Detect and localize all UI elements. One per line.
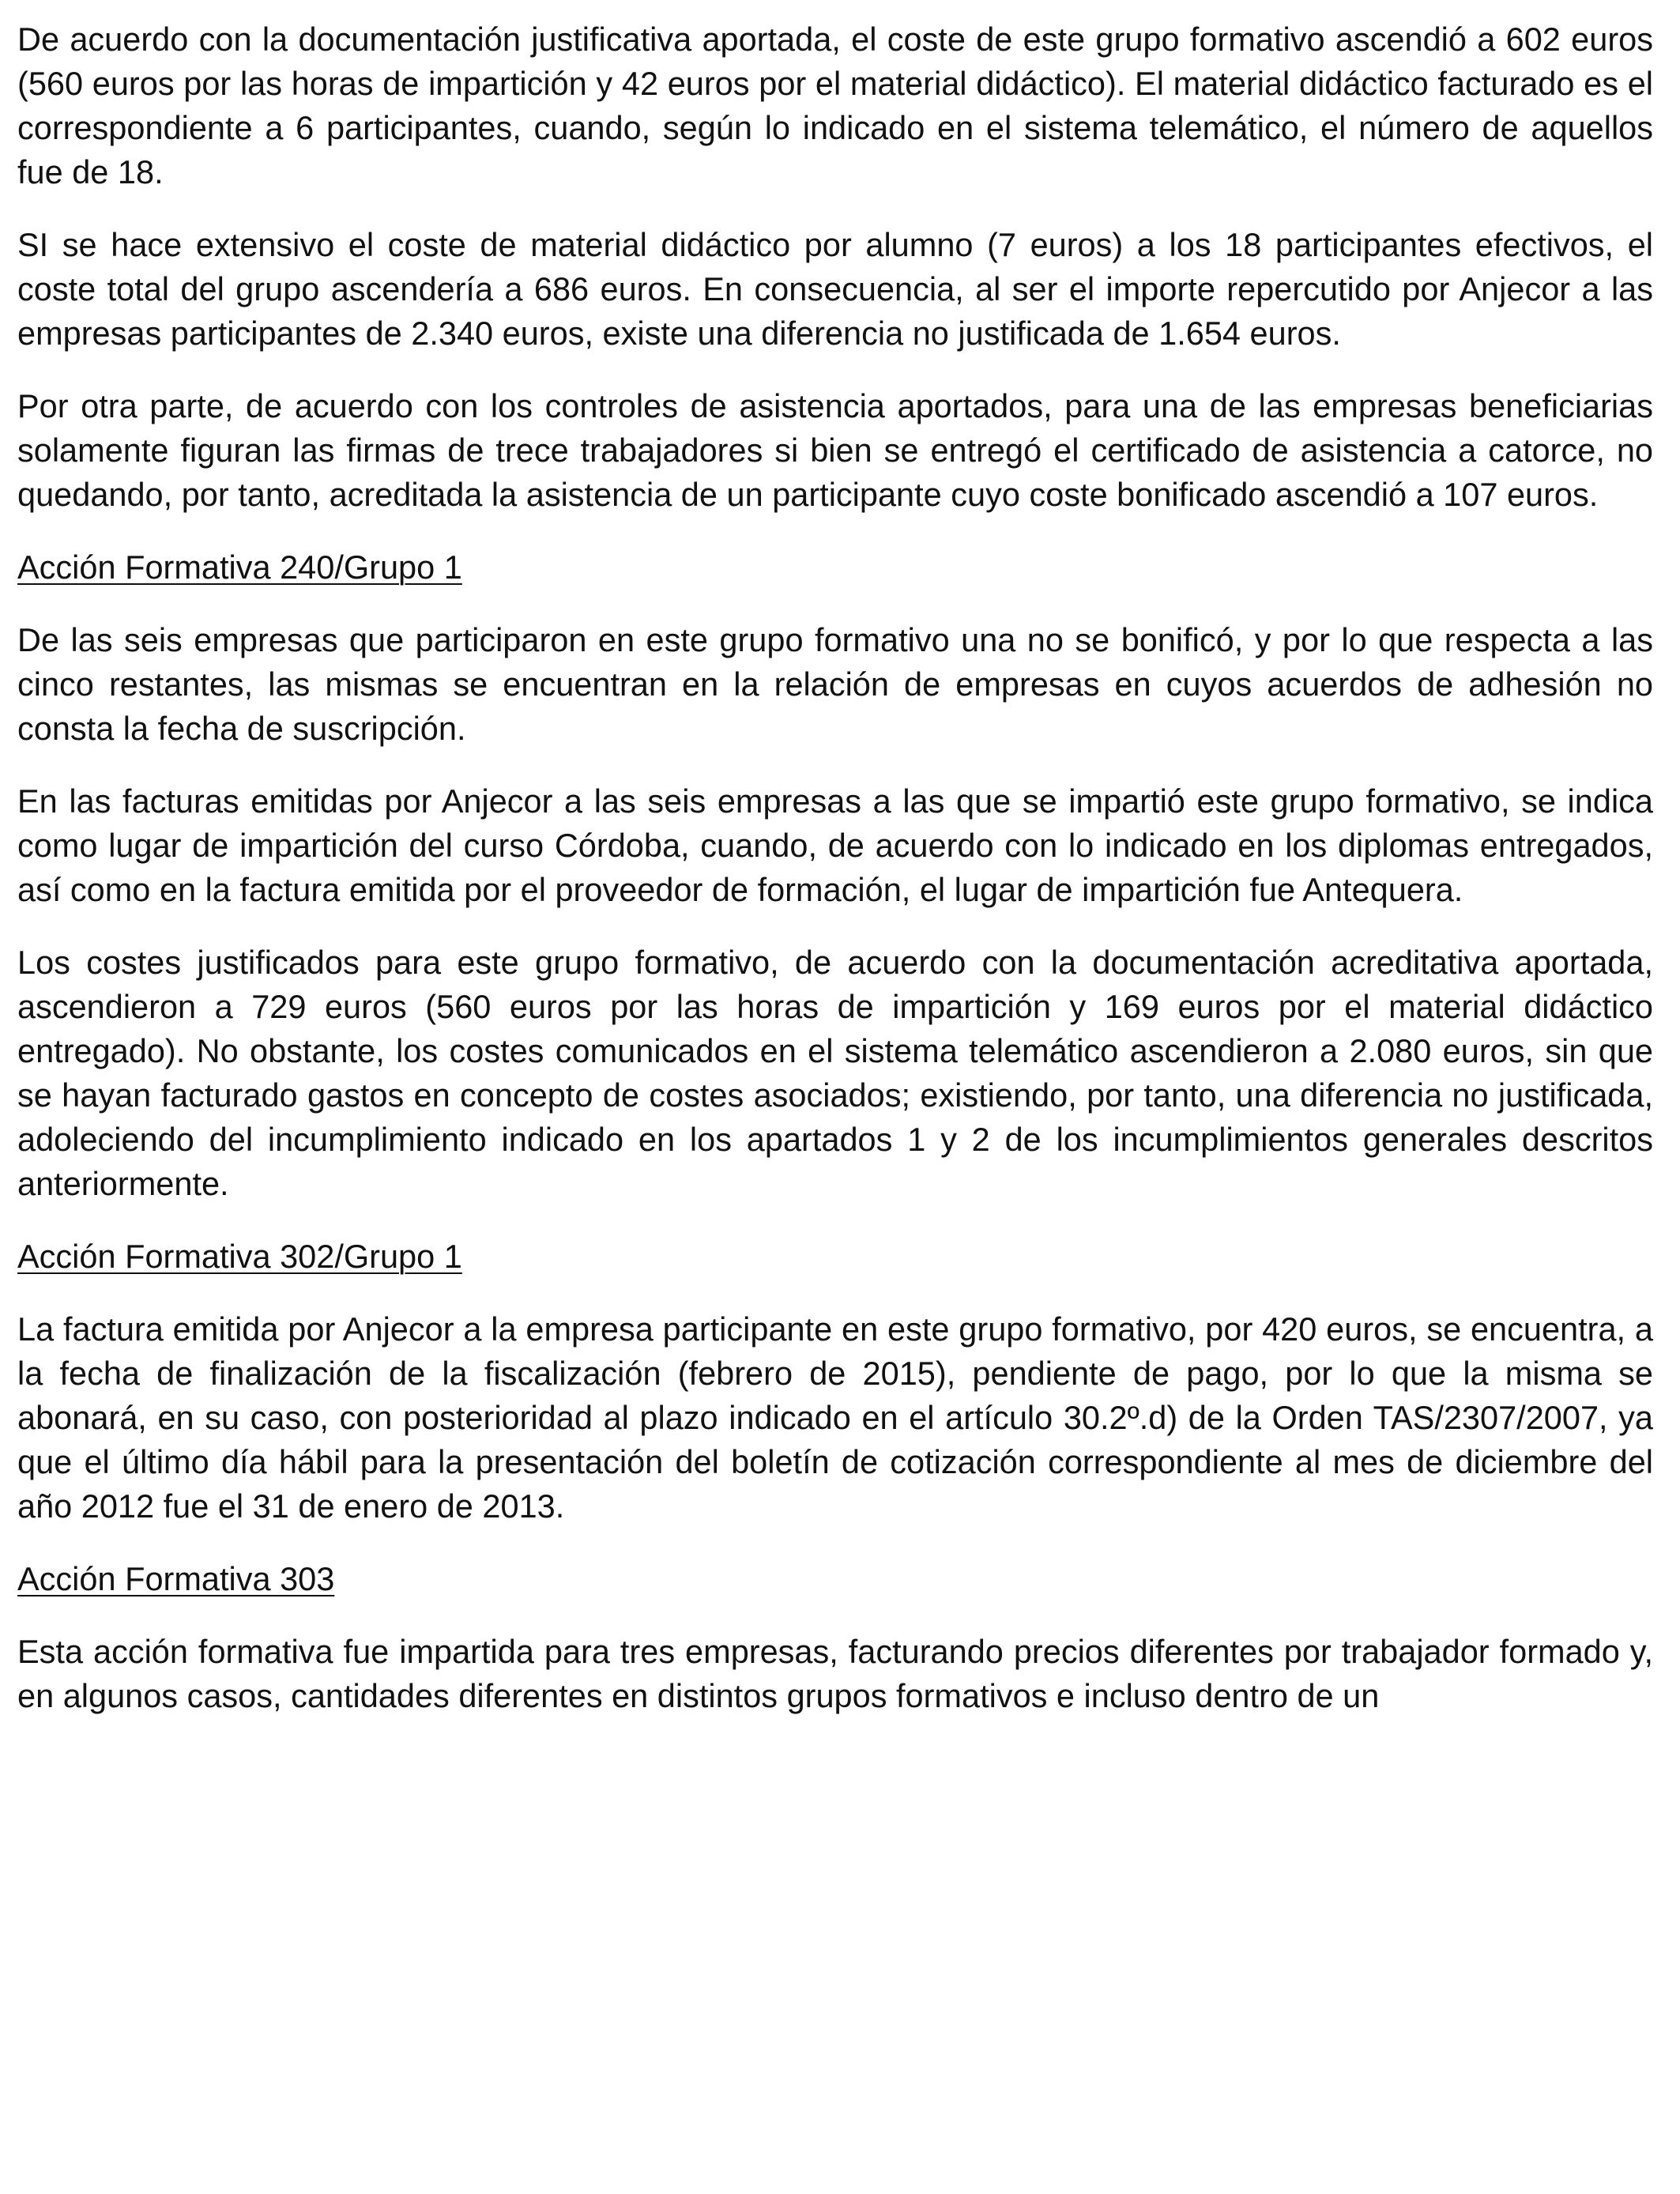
section-heading-303: Acción Formativa 303: [17, 1560, 335, 1597]
paragraph-facturas-anjecor: En las facturas emitidas por Anjecor a las seis empresas a las que se impartió este grupo formativo, se indica como lugar de impartición del curso Córdoba, cuando, de acuerdo con lo indicado en los diplomas entregados, así como en la factura emitida por el proveedor de formación, el lugar de impartición fue Antequera.: [17, 782, 1653, 908]
paragraph-costes-justificados: Los costes justificados para este grupo formativo, de acuerdo con la documentación acreditativa aportada, ascendieron a 729 euros (560 euros por las horas de impartición y 169 euros por el material didáctico entregado). No obstante, los costes comunicados en el sistema telemático ascendieron a 2.080 euros, sin que se hayan facturado gastos en concepto de costes asociados; existiendo, por tanto, una diferencia no justificada, adoleciendo del incumplimiento indicado en los apartados 1 y 2 de los incumplimientos generales descritos anteriormente.: [17, 944, 1653, 1202]
paragraph-coste-grupo: De acuerdo con la documentación justificativa aportada, el coste de este grupo formativo ascendió a 602 euros (560 euros por las horas de impartición y 42 euros por el material didáctico). El material didáctico facturado es el correspondiente a 6 participantes, cuando, según lo indicado en el sistema telemático, el número de aquellos fue de 18.: [17, 21, 1653, 190]
paragraph-coste-material: SI se hace extensivo el coste de material didáctico por alumno (7 euros) a los 18 participantes efectivos, el coste total del grupo ascendería a 686 euros. En consecuencia, al ser el importe repercutido por Anjecor a las empresas participantes de 2.340 euros, existe una diferencia no justificada de 1.654 euros.: [17, 226, 1653, 352]
section-heading-240: Acción Formativa 240/Grupo 1: [17, 548, 462, 586]
paragraph-controles-asistencia: Por otra parte, de acuerdo con los controles de asistencia aportados, para una de las empresas beneficiarias solamente figuran las firmas de trece trabajadores si bien se entregó el certificado de asistencia a catorce, no quedando, por tanto, acreditada la asistencia de un participante cuyo coste bonificado ascendió a 107 euros.: [17, 387, 1653, 513]
document-page: [17, 17, 1653, 1747]
paragraph-factura-pendiente: La factura emitida por Anjecor a la empresa participante en este grupo formativo, por 420 euros, se encuentra, a la fecha de finalización de la fiscalización (febrero de 2015), pendiente de pago, por lo que la misma se abonará, en su caso, con posterioridad al plazo indicado en el artículo 30.2º.d) de la Orden TAS/2307/2007, ya que el último día hábil para la presentación del boletín de cotización correspondiente al mes de diciembre del año 2012 fue el 31 de enero de 2013.: [17, 1310, 1653, 1525]
section-heading-302: Acción Formativa 302/Grupo 1: [17, 1238, 462, 1275]
paragraph-tres-empresas: Esta acción formativa fue impartida para tres empresas, facturando precios diferentes por trabajador formado y, en algunos casos, cantidades diferentes en distintos grupos formativos e incluso dentro de un: [17, 1633, 1653, 1714]
paragraph-seis-empresas: De las seis empresas que participaron en este grupo formativo una no se bonificó, y por lo que respecta a las cinco restantes, las mismas se encuentran en la relación de empresas en cuyos acuerdos de adhesión no consta la fecha de suscripción.: [17, 621, 1653, 747]
